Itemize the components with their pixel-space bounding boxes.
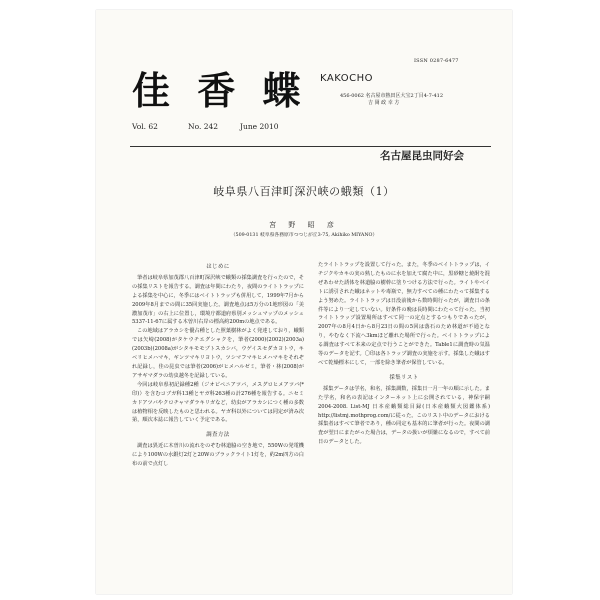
issn-number: ISSN 0287-6477 xyxy=(414,58,459,64)
author-affiliation: （509-0131 岐阜県各務原市つつじが丘3-75, Akihiko MIYANO） xyxy=(230,233,378,238)
issue-date: June 2010 xyxy=(240,122,279,131)
issue-number: No. 242 xyxy=(188,122,219,131)
journal-romanized-title: KAKOCHO xyxy=(320,73,373,84)
section-heading-collection-list: 採集リスト xyxy=(389,374,419,381)
paragraph: この地域はアラカシを優占種とした照葉樹林がよく発達しており，蛾類では矢崎(2008)がタケウチエグシャクを，筆者(2000)(2002)(2003a)(2003b)(2008a)がシタキモモブトスカシバ，ウゲイスセダカヨトウ，キベリヒメハマキ，ギンツマキリヨトウ，ツシマフマキヒメハマキをそれぞれ記録し，佳の昆虫では筆者(2006)がヒメハルゼミ，筆者・林(2008)がアサギマダラの幼虫越冬を記録している。 xyxy=(132,328,304,379)
paragraph: 調査は異近に木曽川の流れをのぞむ林道脇の空き地で，550Wの発電機により100Wの水銀灯2灯と20Wのブラックライト1灯を，約2m四方の白布の前で点灯し xyxy=(132,443,304,468)
article-author: 宮 野 昭 彦 xyxy=(269,221,339,229)
section-heading-introduction: はじめに xyxy=(206,264,230,270)
section-heading-methods: 調査方法 xyxy=(206,432,230,439)
header-divider xyxy=(130,146,491,147)
journal-title: 佳 香 蝶 xyxy=(132,69,308,113)
society-name: 名古屋昆虫同好会 xyxy=(380,150,464,162)
address-line-2: 吉 岡 政 幸 方 xyxy=(368,100,400,106)
paragraph: 筆者は岐阜県加茂郡八百津町深沢峡で蛾類の採集調査を行ったので，その採集リストを報告する。調査は年間にわたり，夜間のライトトラップによる採集を中心に，冬季にはベイトトラップも併用して，1999年7月から2009年8月までの間に35回実施した。調査地点は5万分の1地形図の「美濃加茂市」の右上に位置し，環境庁都道府県別メッシュマップのメッシュ5337-11-67に属する木曽川右岸の標高約200mの地点である。 xyxy=(132,274,304,326)
paragraph: 今回は岐阜県初記録種2種（ジオビペニアツバ，メスグロヒメアツバ(*印)）を含むコブガ科13種とヤガ科263種の計276種を報告する。ニセミカドアツバやクロチャマダラキリガなど，幼虫がアラカシにつく種の多数は植物相を反映したものと思われる。ヤガ科以外については同定が済み次第，順次本誌に報告していく予定である。 xyxy=(132,381,304,424)
paragraph: たライトトラップを設置して行った。また，冬季のベイトトラップは，イチジクやカキの実の熟したものに水を加えて腐た中に，黒砂糖と焼酎を混ぜあわせた誘体を林道脇の樹幹に塗りつける方法で行った。ライトやベイトに誘引された蛾はネットや毒瓶で，無力すべての種にわたって採集するよう努めた。ライトトラップは日没前後から数時間行ったが，調査日の条件等により一定していない。好条件の晩は長時間にわたって行った。当初ライトトラップ設置場所はすべて同一の定点とするつもりであったが，2007年の8月4日から8月23日の間の5回は落石のため林道が不通となり，やむなく下流へ3kmほど離れた場所で行った。ベイトトラップによる調査はすべて本来の定点で行うことができた。Table1に調査時の気温等のデータを記す。〇印は各トラップ調査の実施を示す。採集した蛾はすべて乾燥標本にして，一部を除き筆者が保管している。 xyxy=(318,262,490,366)
paragraph: 採集データは学名，和名，採集調数，採集日一月一年の順に示した。また学名，和名の表記はインターネット上に公開されている，神保宇嗣2004-2008. List-MJ 日本産蛾類総目録(日本産蛾類大図鑑体系) http://listmj.mothprog.com/に従った。このリスト中のデータにおける採集者はすべて筆者であり，種の同定も基本的に筆者が行った。夜間の調査が翌日にまたがった場合は，データの扱いが煩雑になるので，すべて前日のデータとした。 xyxy=(318,385,490,446)
article-title: 岐阜県八百津町深沢峡の蛾類（1） xyxy=(213,185,395,198)
right-column xyxy=(318,261,490,591)
publisher-address xyxy=(340,93,480,107)
left-column xyxy=(132,261,304,591)
volume-label: Vol. 62 xyxy=(132,122,158,131)
journal-page xyxy=(96,10,512,594)
address-line-1: 456-0062 名古屋市熱田区大宝2丁目4-7-412 xyxy=(340,93,444,99)
